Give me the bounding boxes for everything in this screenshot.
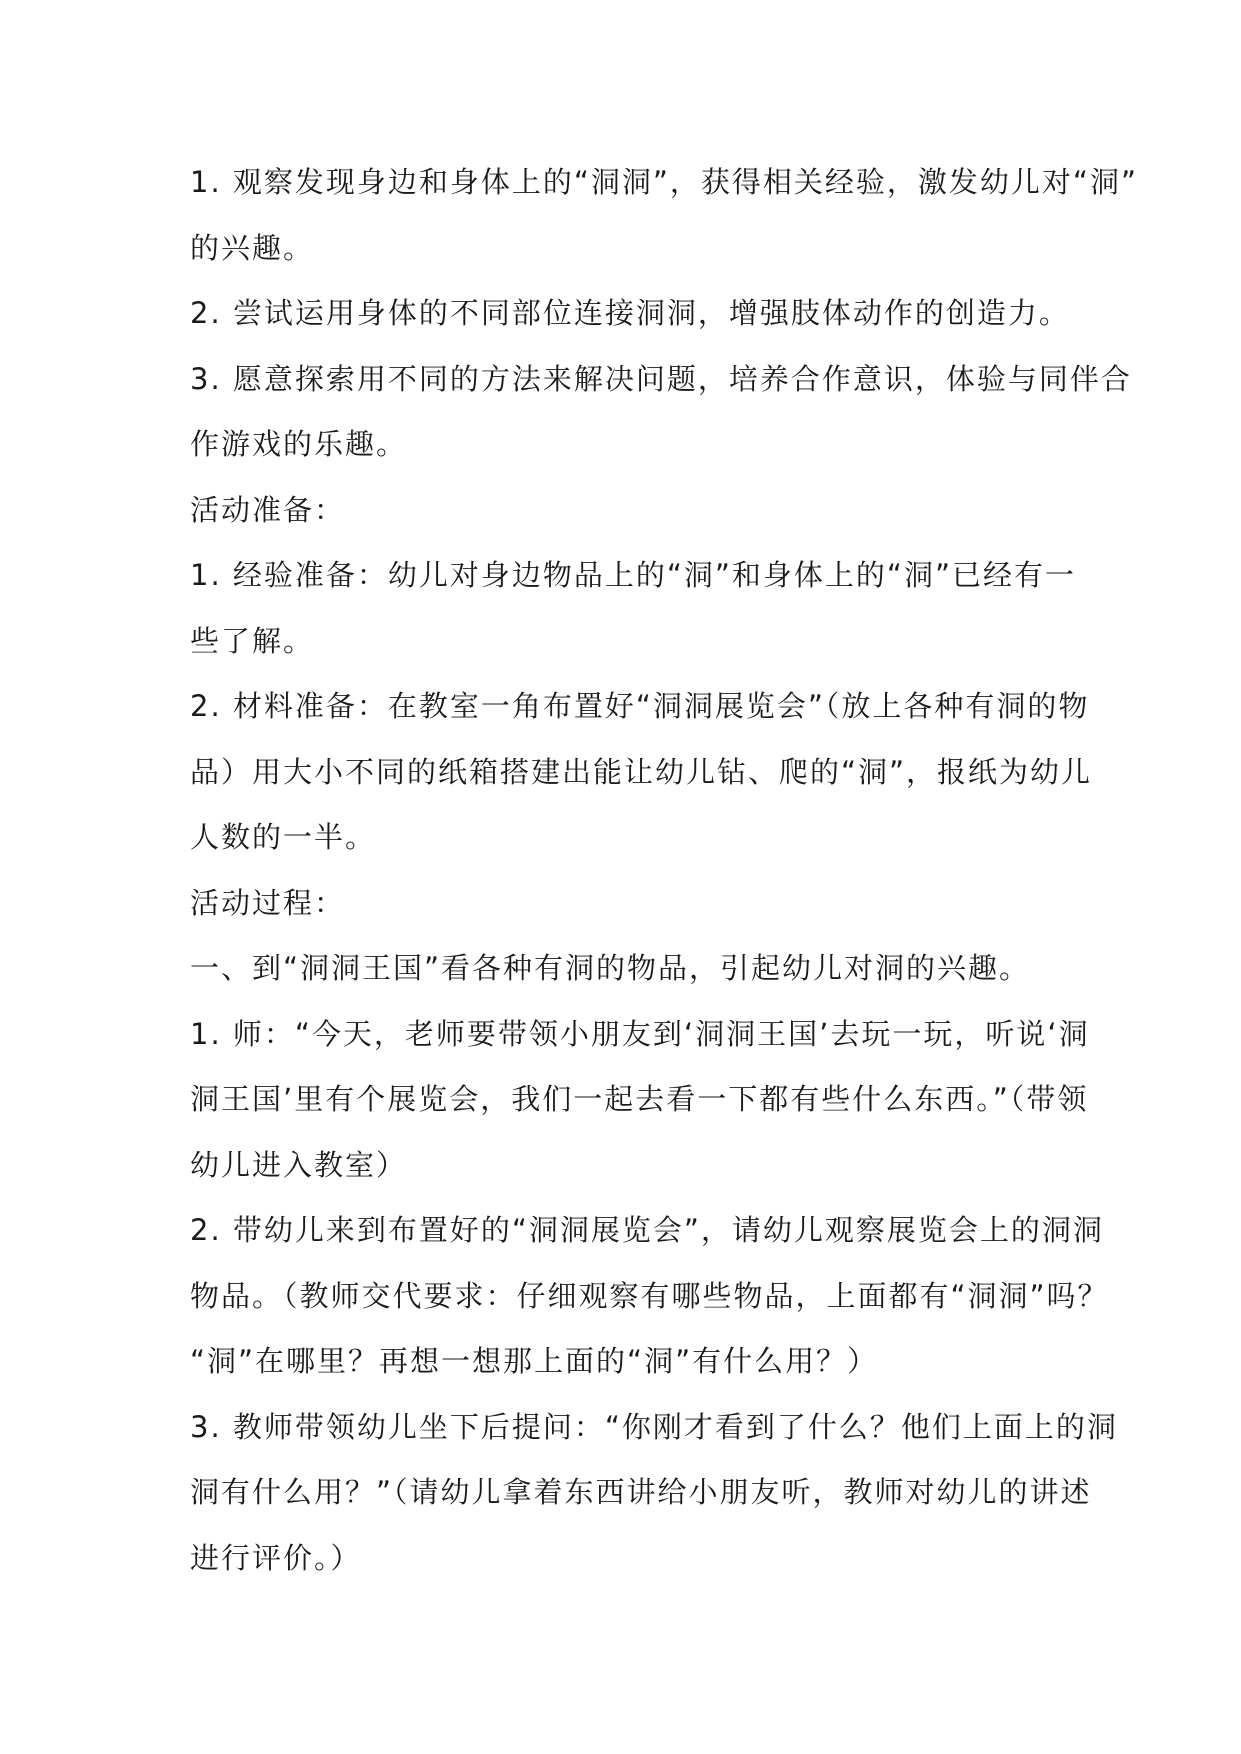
text-line: 洞王国’里有个展览会，我们一起去看一下都有些什么东西。”（带领 (190, 1082, 1089, 1116)
text-line: 2. 尝试运用身体的不同部位连接洞洞，增强肢体动作的创造力。 (190, 296, 1070, 330)
text-line: 3. 愿意探索用不同的方法来解决问题，培养合作意识，体验与同伴合 (190, 361, 1132, 396)
text-line: 的兴趣。 (190, 230, 315, 265)
text-line: 物品。（教师交代要求：仔细观察有哪些物品，上面都有“洞洞”吗？ (190, 1278, 1109, 1313)
text-line: 人数的一半。 (190, 820, 377, 854)
text-line: 些了解。 (190, 623, 315, 658)
section-heading: 活动准备： (190, 492, 346, 527)
text-line: 洞有什么用？”（请幼儿拿着东西讲给小朋友听，教师对幼儿的讲述 (190, 1475, 1092, 1509)
text-line: 进行评价。） (190, 1540, 362, 1575)
text-line: 幼儿进入教室） (190, 1147, 408, 1182)
text-line: 1. 师：“今天，老师要带领小朋友到‘洞洞王国’去玩一玩，听说‘洞 (190, 1016, 1090, 1051)
text-line: 一、到“洞洞王国”看各种有洞的物品，引起幼儿对洞的兴趣。 (190, 951, 1031, 985)
document-body (190, 150, 1138, 1591)
text-line: 品）用大小不同的纸箱搭建出能让幼儿钻、爬的“洞”，报纸为幼儿 (190, 754, 1093, 789)
text-line: 3. 教师带领幼儿坐下后提问：“你刚才看到了什么？他们上面上的洞 (190, 1409, 1118, 1444)
text-line: 1. 经验准备：幼儿对身边物品上的“洞”和身体上的“洞”已经有一 (190, 558, 1076, 592)
text-line: 作游戏的乐趣。 (190, 427, 408, 461)
text-line: 2. 带幼儿来到布置好的“洞洞展览会”，请幼儿观察展览会上的洞洞 (190, 1213, 1104, 1247)
section-heading: 活动过程： (190, 885, 346, 920)
text-line: 1. 观察发现身边和身体上的“洞洞”，获得相关经验，激发幼儿对“洞” (190, 165, 1138, 199)
text-line: “洞”在哪里？再想一想那上面的“洞”有什么用？） (190, 1344, 879, 1378)
text-line: 2. 材料准备：在教室一角布置好“洞洞展览会”（放上各种有洞的物 (190, 689, 1090, 723)
